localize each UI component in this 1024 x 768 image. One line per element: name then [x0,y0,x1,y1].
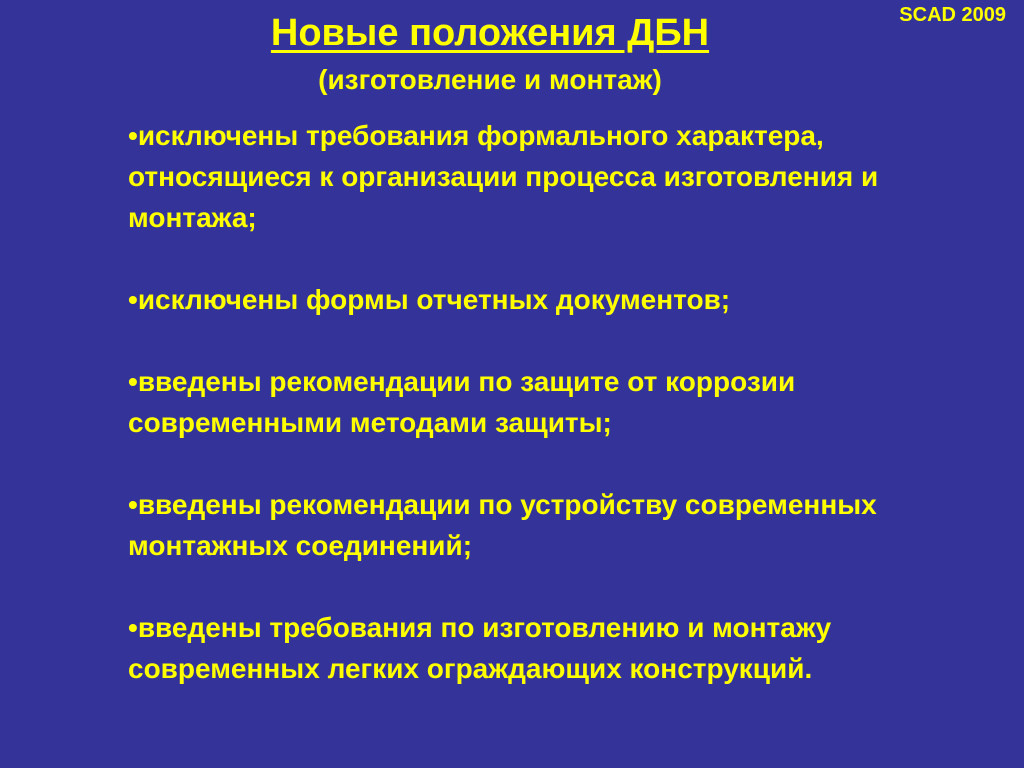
bullet-list [128,115,888,689]
bullet-item-2: • исключены формы отчетных документов; [128,279,888,320]
bullet-item-4: • введены рекомендации по устройству современных монтажных соединений; [128,484,888,566]
corner-label: SCAD 2009 [899,4,1006,26]
slide-title: Новые положения ДБН [270,12,710,54]
bullet-item-5: • введены требования по изготовлению и монтажу современных легких ограждающих конструкций. [128,607,888,689]
bullet-item-1: • исключены требования формального характера, относящиеся к организации процесса изготовления и монтажа; [128,115,888,238]
bullet-item-3: • введены рекомендации по защите от коррозии современными методами защиты; [128,361,888,443]
slide-subtitle: (изготовление и монтаж) [318,64,662,95]
